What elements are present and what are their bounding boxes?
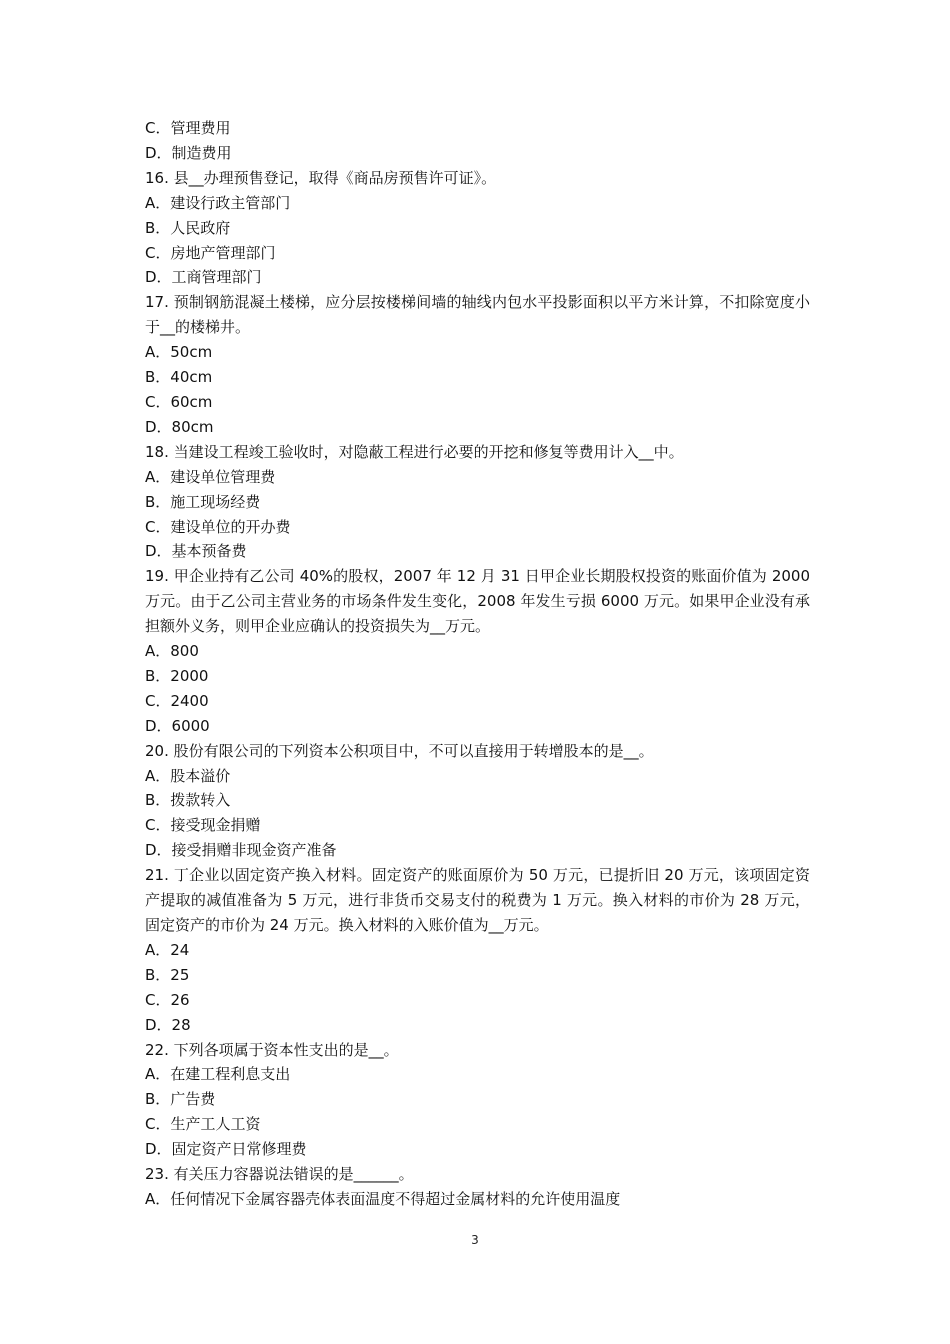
option-line: C．房地产管理部门 bbox=[145, 243, 276, 262]
option-line: D．固定资产日常修理费 bbox=[145, 1140, 307, 1159]
option-line: C．建设单位的开办费 bbox=[145, 517, 291, 536]
option-line: D．80cm bbox=[145, 417, 214, 436]
question-line: 19. 甲企业持有乙公司 40%的股权，2007 年 12 月 31 日甲企业长期股权投资的账面价值为 2000 万元。由于乙公司主营业务的市场条件发生变化，2008 年发生亏损 6000 万元。如果甲企业没有承担额外义务，则甲企业应确认的投资损失为__万元。 bbox=[145, 567, 815, 636]
question-line: 22. 下列各项属于资本性支出的是__。 bbox=[145, 1040, 399, 1059]
page-number: 3 bbox=[471, 1233, 479, 1247]
option-line: B．拨款转入 bbox=[145, 791, 231, 810]
option-line: C．管理费用 bbox=[145, 119, 231, 137]
option-line: D．28 bbox=[145, 1015, 191, 1034]
option-line: C．生产工人工资 bbox=[145, 1115, 261, 1134]
option-line: B．2000 bbox=[145, 666, 209, 685]
option-line: A．建设行政主管部门 bbox=[145, 193, 291, 212]
question-line: 16. 县__办理预售登记，取得《商品房预售许可证》。 bbox=[145, 168, 497, 187]
option-line: B．25 bbox=[145, 965, 190, 984]
option-line: D．制造费用 bbox=[145, 143, 232, 162]
option-line: A．800 bbox=[145, 642, 199, 661]
option-line: D．基本预备费 bbox=[145, 542, 247, 561]
question-line: 23. 有关压力容器说法错误的是______。 bbox=[145, 1165, 414, 1184]
option-line: C．60cm bbox=[145, 392, 213, 411]
option-line: B．广告费 bbox=[145, 1090, 216, 1109]
option-line: B．人民政府 bbox=[145, 218, 231, 237]
question-line: 18. 当建设工程竣工验收时，对隐蔽工程进行必要的开挖和修复等费用计入__中。 bbox=[145, 442, 684, 461]
option-line: A．24 bbox=[145, 940, 190, 959]
option-line: A．股本溢价 bbox=[145, 766, 231, 785]
question-line: 17. 预制钢筋混凝土楼梯，应分层按楼梯间墙的轴线内包水平投影面积以平方米计算，不扣除宽度小于__的楼梯井。 bbox=[145, 293, 810, 337]
option-line: C．26 bbox=[145, 990, 190, 1009]
question-line: 21. 丁企业以固定资产换入材料。固定资产的账面原价为 50 万元，已提折旧 20 万元，该项固定资产提取的减值准备为 5 万元，进行非货币交易支付的税费为 1 万元。换入材料的市价为 28 万元，固定资产的市价为 24 万元。换入材料的入账价值为__万元。 bbox=[145, 866, 810, 934]
option-line: D．工商管理部门 bbox=[145, 268, 262, 287]
option-line: D．6000 bbox=[145, 716, 210, 735]
question-line: 20. 股份有限公司的下列资本公积项目中，不可以直接用于转增股本的是__。 bbox=[145, 741, 654, 760]
option-line: A．建设单位管理费 bbox=[145, 467, 276, 486]
option-line: B．40cm bbox=[145, 368, 213, 387]
question-list bbox=[145, 116, 815, 1212]
option-line: D．接受捐赠非现金资产准备 bbox=[145, 841, 337, 860]
option-line: A．在建工程利息支出 bbox=[145, 1065, 291, 1084]
option-line: A．任何情况下金属容器壳体表面温度不得超过金属材料的允许使用温度 bbox=[145, 1189, 621, 1208]
option-line: C．接受现金捐赠 bbox=[145, 816, 261, 835]
option-line: C．2400 bbox=[145, 691, 209, 710]
option-line: A．50cm bbox=[145, 343, 213, 362]
option-line: B．施工现场经费 bbox=[145, 492, 261, 511]
